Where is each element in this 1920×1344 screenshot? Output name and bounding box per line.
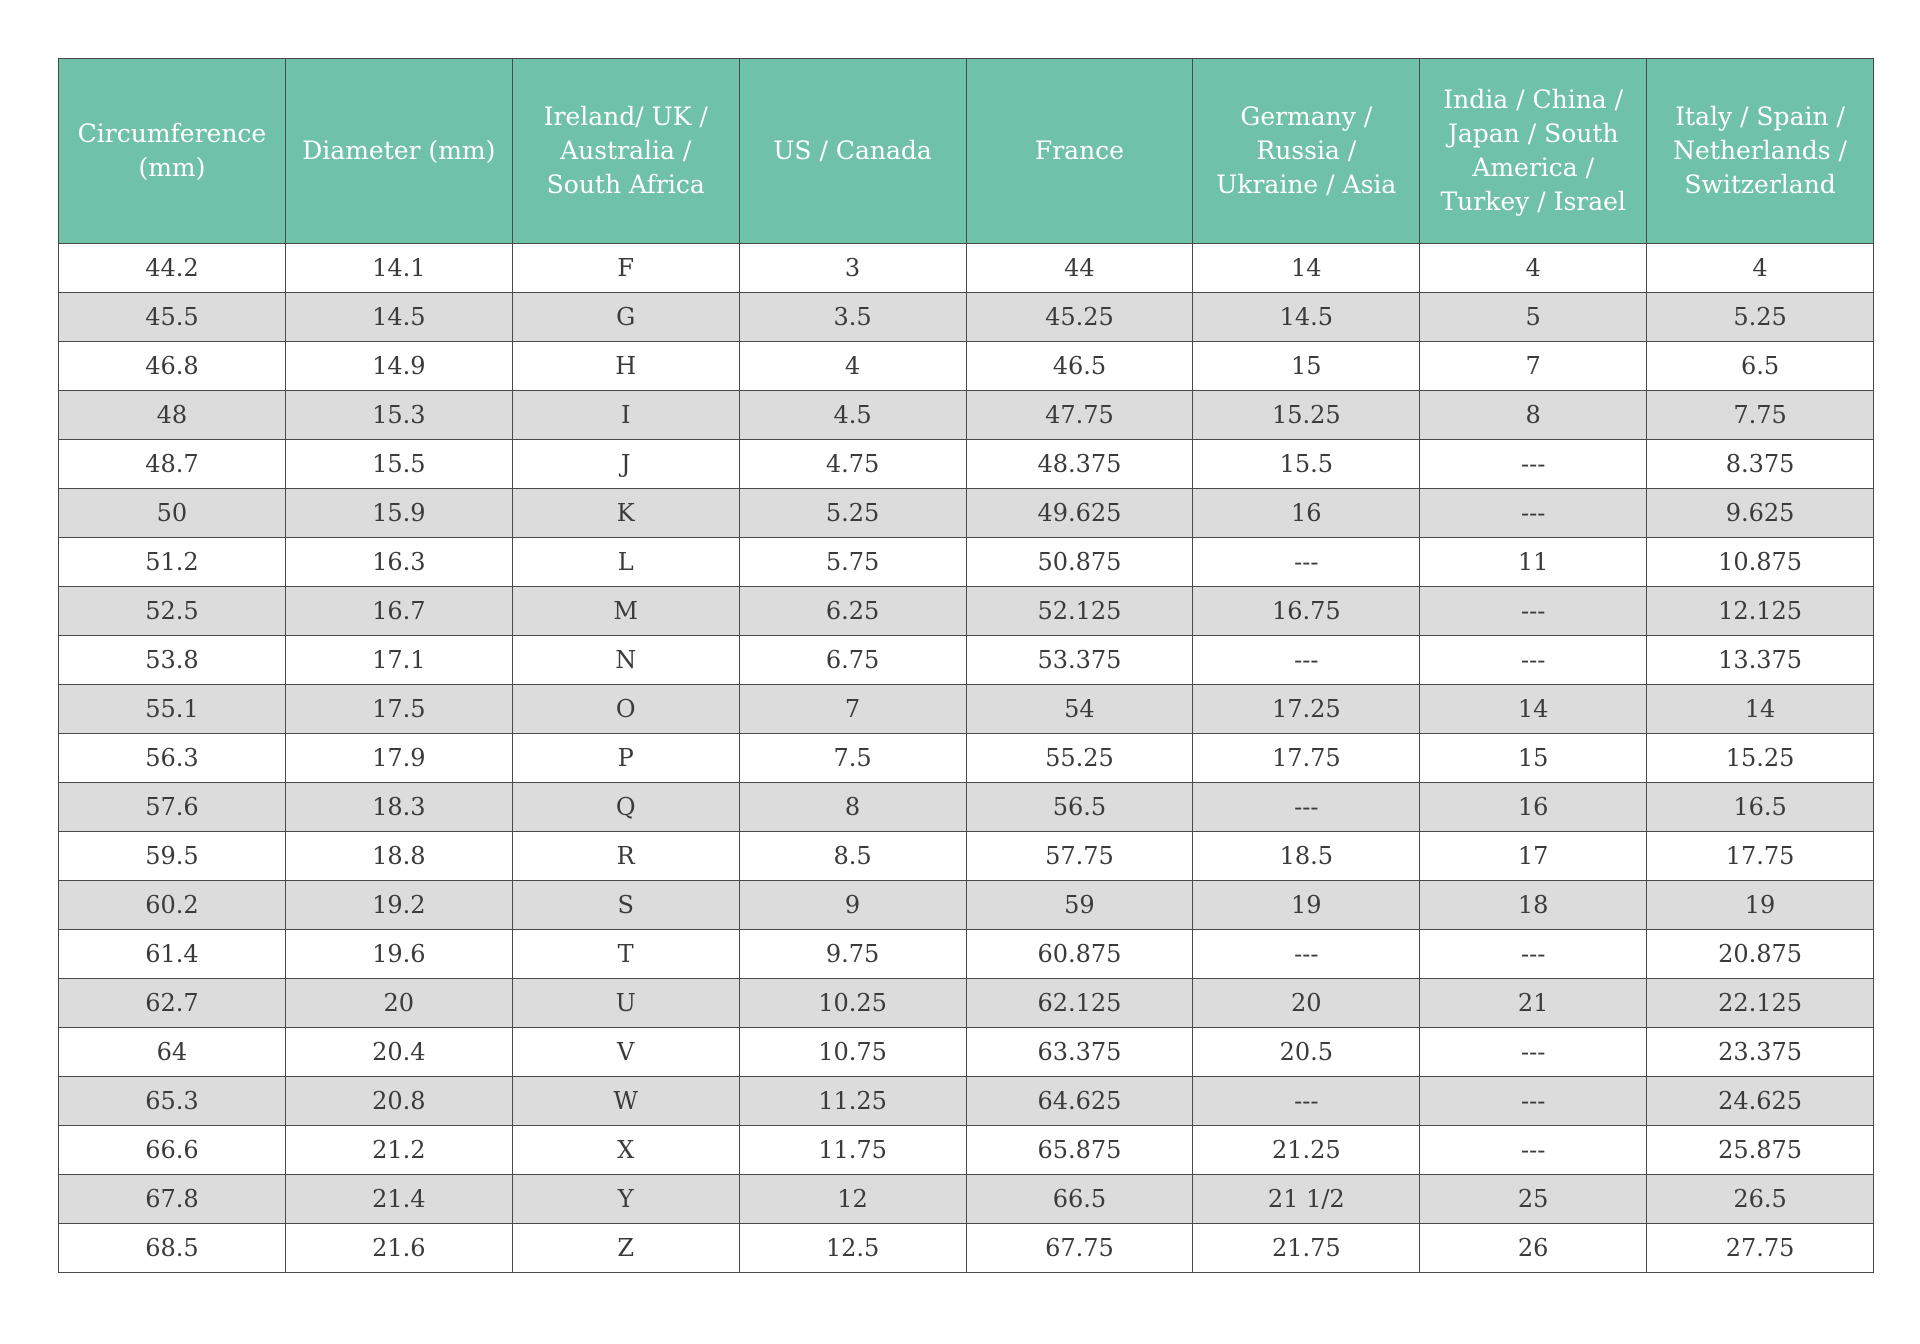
table-cell: Z: [512, 1224, 739, 1273]
table-cell: 62.125: [966, 979, 1193, 1028]
table-row: [59, 734, 1874, 783]
table-cell: 14.9: [285, 342, 512, 391]
table-row: [59, 832, 1874, 881]
table-row: [59, 489, 1874, 538]
table-cell: O: [512, 685, 739, 734]
table-cell: M: [512, 587, 739, 636]
table-cell: 17.9: [285, 734, 512, 783]
table-cell: 4: [739, 342, 966, 391]
table-cell: 52.5: [59, 587, 286, 636]
table-cell: 19.6: [285, 930, 512, 979]
table-cell: 59.5: [59, 832, 286, 881]
table-cell: 14: [1420, 685, 1647, 734]
table-cell: 21.2: [285, 1126, 512, 1175]
header-circumference: Circumference (mm): [59, 59, 286, 244]
table-cell: 7: [1420, 342, 1647, 391]
table-cell: 20.8: [285, 1077, 512, 1126]
table-cell: 65.875: [966, 1126, 1193, 1175]
table-cell: 15: [1420, 734, 1647, 783]
header-italy-spain: Italy / Spain / Netherlands / Switzerland: [1647, 59, 1874, 244]
table-row: [59, 587, 1874, 636]
table-row: [59, 1077, 1874, 1126]
table-cell: R: [512, 832, 739, 881]
table-cell: 13.375: [1647, 636, 1874, 685]
table-cell: Y: [512, 1175, 739, 1224]
table-cell: 4: [1647, 244, 1874, 293]
table-cell: I: [512, 391, 739, 440]
table-row: [59, 293, 1874, 342]
table-cell: T: [512, 930, 739, 979]
table-cell: 65.3: [59, 1077, 286, 1126]
header-france: France: [966, 59, 1193, 244]
table-cell: 17.1: [285, 636, 512, 685]
table-cell: 19: [1647, 881, 1874, 930]
table-row: [59, 244, 1874, 293]
table-cell: 47.75: [966, 391, 1193, 440]
table-cell: 14.1: [285, 244, 512, 293]
table-cell: 18: [1420, 881, 1647, 930]
table-cell: 21.75: [1193, 1224, 1420, 1273]
table-cell: 26: [1420, 1224, 1647, 1273]
header-us-canada: US / Canada: [739, 59, 966, 244]
table-cell: 52.125: [966, 587, 1193, 636]
table-cell: 66.6: [59, 1126, 286, 1175]
table-cell: 53.8: [59, 636, 286, 685]
table-cell: 44.2: [59, 244, 286, 293]
table-cell: 5.25: [1647, 293, 1874, 342]
table-cell: ---: [1420, 1077, 1647, 1126]
table-cell: 8: [739, 783, 966, 832]
table-cell: 57.6: [59, 783, 286, 832]
table-cell: 68.5: [59, 1224, 286, 1273]
table-cell: 11.25: [739, 1077, 966, 1126]
table-cell: 17.75: [1647, 832, 1874, 881]
table-cell: 60.875: [966, 930, 1193, 979]
table-cell: 59: [966, 881, 1193, 930]
table-cell: 15.3: [285, 391, 512, 440]
table-cell: 25: [1420, 1175, 1647, 1224]
table-cell: 6.5: [1647, 342, 1874, 391]
table-cell: 48: [59, 391, 286, 440]
table-cell: 17: [1420, 832, 1647, 881]
table-cell: ---: [1193, 1077, 1420, 1126]
table-cell: 5.25: [739, 489, 966, 538]
table-row: [59, 636, 1874, 685]
table-cell: 24.625: [1647, 1077, 1874, 1126]
table-cell: 21.4: [285, 1175, 512, 1224]
table-cell: 16.7: [285, 587, 512, 636]
table-cell: ---: [1193, 538, 1420, 587]
table-cell: V: [512, 1028, 739, 1077]
ring-size-table: [58, 58, 1874, 1273]
table-cell: 14.5: [285, 293, 512, 342]
table-cell: X: [512, 1126, 739, 1175]
table-cell: 64.625: [966, 1077, 1193, 1126]
table-row: [59, 1126, 1874, 1175]
table-cell: 45.25: [966, 293, 1193, 342]
table-cell: 64: [59, 1028, 286, 1077]
table-cell: P: [512, 734, 739, 783]
table-cell: Q: [512, 783, 739, 832]
table-cell: H: [512, 342, 739, 391]
table-cell: 16.3: [285, 538, 512, 587]
table-cell: 10.25: [739, 979, 966, 1028]
table-row: [59, 1224, 1874, 1273]
table-cell: 27.75: [1647, 1224, 1874, 1273]
table-cell: 8: [1420, 391, 1647, 440]
table-cell: 12.125: [1647, 587, 1874, 636]
table-cell: 16: [1193, 489, 1420, 538]
table-cell: 21 1/2: [1193, 1175, 1420, 1224]
table-cell: 63.375: [966, 1028, 1193, 1077]
table-cell: 9.625: [1647, 489, 1874, 538]
table-cell: 20.875: [1647, 930, 1874, 979]
table-row: [59, 1175, 1874, 1224]
table-cell: 11: [1420, 538, 1647, 587]
table-cell: 5.75: [739, 538, 966, 587]
table-cell: 4.75: [739, 440, 966, 489]
table-cell: 56.3: [59, 734, 286, 783]
table-cell: F: [512, 244, 739, 293]
table-cell: 20: [285, 979, 512, 1028]
table-cell: 8.5: [739, 832, 966, 881]
table-cell: G: [512, 293, 739, 342]
table-cell: 62.7: [59, 979, 286, 1028]
table-cell: ---: [1420, 440, 1647, 489]
table-cell: ---: [1420, 636, 1647, 685]
table-cell: 50: [59, 489, 286, 538]
table-row: [59, 685, 1874, 734]
table-cell: 17.75: [1193, 734, 1420, 783]
table-cell: J: [512, 440, 739, 489]
table-cell: 12: [739, 1175, 966, 1224]
table-cell: 48.375: [966, 440, 1193, 489]
table-cell: 3: [739, 244, 966, 293]
table-cell: 53.375: [966, 636, 1193, 685]
table-cell: 21.6: [285, 1224, 512, 1273]
table-cell: 15.5: [1193, 440, 1420, 489]
table-cell: 4.5: [739, 391, 966, 440]
header-diameter: Diameter (mm): [285, 59, 512, 244]
table-cell: 17.25: [1193, 685, 1420, 734]
header-india-china: India / China / Japan / South America / Turkey / Israel: [1420, 59, 1647, 244]
table-cell: K: [512, 489, 739, 538]
table-cell: ---: [1193, 930, 1420, 979]
table-cell: 15.25: [1647, 734, 1874, 783]
table-cell: ---: [1420, 1028, 1647, 1077]
table-cell: 7.75: [1647, 391, 1874, 440]
table-cell: 25.875: [1647, 1126, 1874, 1175]
table-row: [59, 538, 1874, 587]
table-cell: 56.5: [966, 783, 1193, 832]
table-cell: 16: [1420, 783, 1647, 832]
table-cell: 46.5: [966, 342, 1193, 391]
table-cell: 67.75: [966, 1224, 1193, 1273]
table-cell: 48.7: [59, 440, 286, 489]
table-row: [59, 930, 1874, 979]
table-cell: W: [512, 1077, 739, 1126]
table-cell: ---: [1420, 1126, 1647, 1175]
table-cell: 51.2: [59, 538, 286, 587]
table-cell: ---: [1420, 930, 1647, 979]
table-cell: 15.25: [1193, 391, 1420, 440]
table-cell: 16.5: [1647, 783, 1874, 832]
table-cell: 20: [1193, 979, 1420, 1028]
table-cell: 15: [1193, 342, 1420, 391]
table-row: [59, 440, 1874, 489]
table-cell: 10.75: [739, 1028, 966, 1077]
table-cell: 55.1: [59, 685, 286, 734]
table-row: [59, 881, 1874, 930]
table-row: [59, 1028, 1874, 1077]
table-cell: 19: [1193, 881, 1420, 930]
table-cell: 45.5: [59, 293, 286, 342]
table-cell: 21: [1420, 979, 1647, 1028]
table-cell: 55.25: [966, 734, 1193, 783]
table-cell: 18.5: [1193, 832, 1420, 881]
table-cell: 20.5: [1193, 1028, 1420, 1077]
table-cell: U: [512, 979, 739, 1028]
table-cell: 61.4: [59, 930, 286, 979]
table-cell: L: [512, 538, 739, 587]
table-cell: 7: [739, 685, 966, 734]
table-cell: 8.375: [1647, 440, 1874, 489]
table-cell: ---: [1193, 636, 1420, 685]
table-cell: 6.75: [739, 636, 966, 685]
table-cell: 11.75: [739, 1126, 966, 1175]
table-cell: 57.75: [966, 832, 1193, 881]
table-cell: N: [512, 636, 739, 685]
table-cell: 46.8: [59, 342, 286, 391]
table-cell: 67.8: [59, 1175, 286, 1224]
table-cell: 3.5: [739, 293, 966, 342]
table-cell: ---: [1420, 489, 1647, 538]
table-cell: 6.25: [739, 587, 966, 636]
table-cell: 9.75: [739, 930, 966, 979]
table-cell: 44: [966, 244, 1193, 293]
table-cell: 10.875: [1647, 538, 1874, 587]
table-body: [59, 244, 1874, 1273]
header-germany-russia: Germany / Russia / Ukraine / Asia: [1193, 59, 1420, 244]
table-row: [59, 391, 1874, 440]
table-cell: 18.3: [285, 783, 512, 832]
table-cell: ---: [1420, 587, 1647, 636]
header-ireland-uk: Ireland/ UK / Australia / South Africa: [512, 59, 739, 244]
table-cell: 7.5: [739, 734, 966, 783]
table-cell: 12.5: [739, 1224, 966, 1273]
table-cell: 60.2: [59, 881, 286, 930]
table-row: [59, 342, 1874, 391]
table-cell: ---: [1193, 783, 1420, 832]
table-cell: 26.5: [1647, 1175, 1874, 1224]
table-cell: 18.8: [285, 832, 512, 881]
table-cell: 14.5: [1193, 293, 1420, 342]
table-cell: 15.9: [285, 489, 512, 538]
table-cell: 19.2: [285, 881, 512, 930]
table-cell: 5: [1420, 293, 1647, 342]
table-cell: 66.5: [966, 1175, 1193, 1224]
table-cell: 14: [1193, 244, 1420, 293]
table-row: [59, 783, 1874, 832]
table-cell: S: [512, 881, 739, 930]
table-cell: 20.4: [285, 1028, 512, 1077]
table-cell: 4: [1420, 244, 1647, 293]
table-cell: 14: [1647, 685, 1874, 734]
table-cell: 54: [966, 685, 1193, 734]
table-row: [59, 979, 1874, 1028]
table-cell: 15.5: [285, 440, 512, 489]
ring-size-chart: [58, 58, 1874, 1273]
table-cell: 23.375: [1647, 1028, 1874, 1077]
table-cell: 50.875: [966, 538, 1193, 587]
table-cell: 21.25: [1193, 1126, 1420, 1175]
header-row: [59, 59, 1874, 244]
table-cell: 49.625: [966, 489, 1193, 538]
table-cell: 9: [739, 881, 966, 930]
table-cell: 17.5: [285, 685, 512, 734]
table-cell: 22.125: [1647, 979, 1874, 1028]
table-cell: 16.75: [1193, 587, 1420, 636]
